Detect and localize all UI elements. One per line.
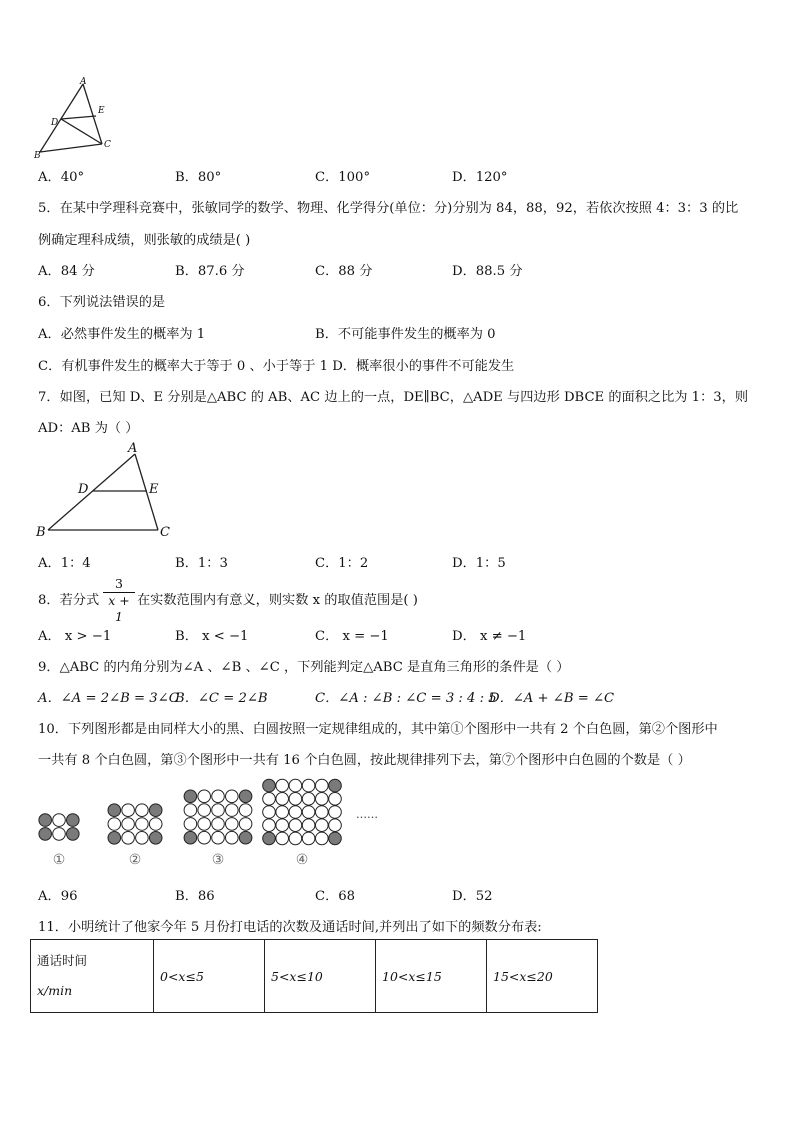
q8-stem-suffix: 在实数范围内有意义，则实数 x 的取值范围是( ) — [137, 593, 418, 608]
q4-label-d: D — [51, 118, 59, 128]
q11-stem: 11．小明统计了他家今年 5 月份打电话的次数及通话时间,并列出了如下的频数分布表: — [38, 920, 542, 935]
q4-label-c: C — [104, 140, 111, 150]
white-circle — [302, 806, 315, 819]
table-header-label: 通话时间 — [37, 953, 88, 968]
white-circle — [149, 818, 162, 831]
q10-pattern-4 — [263, 779, 342, 844]
white-circle — [276, 832, 289, 845]
white-circle — [316, 806, 329, 819]
q7-label-d: D — [78, 482, 89, 497]
q6-option-a: A．必然事件发生的概率为 1 — [38, 327, 206, 342]
q8-option-b: B． x < −1 — [175, 629, 249, 644]
black-circle — [329, 832, 342, 845]
q6-option-b: B．不可能事件发生的概率为 0 — [315, 327, 496, 342]
q10-ellipsis: …… — [356, 808, 378, 821]
q10-option-c: C．68 — [315, 889, 356, 904]
white-circle — [136, 818, 149, 831]
white-circle — [316, 793, 329, 806]
white-circle — [226, 831, 239, 844]
white-circle — [289, 806, 302, 819]
q10-option-b: B．86 — [175, 889, 215, 904]
q7-option-c: C．1：2 — [315, 556, 369, 571]
table-header-unit: x/min — [37, 983, 73, 998]
q8-fraction-denominator: x + 1 — [108, 593, 130, 624]
white-circle — [226, 818, 239, 831]
white-circle — [212, 804, 225, 817]
white-circle — [316, 779, 329, 792]
white-circle — [122, 832, 135, 845]
white-circle — [239, 804, 252, 817]
q7-option-d: D．1：5 — [452, 556, 506, 571]
white-circle — [329, 806, 342, 819]
q4-label-a: A — [80, 77, 87, 87]
q10-pattern-3 — [184, 790, 252, 844]
black-circle — [108, 804, 121, 817]
white-circle — [276, 806, 289, 819]
white-circle — [184, 804, 197, 817]
q7-label-b: B — [36, 525, 46, 540]
table-row — [31, 940, 598, 1013]
white-circle — [212, 831, 225, 844]
black-circle — [239, 790, 252, 803]
q4-option-d: D．120° — [452, 170, 508, 185]
q9-option-b: B．∠C = 2∠B — [175, 691, 268, 706]
white-circle — [263, 819, 276, 832]
q5-option-d: D．88.5 分 — [452, 264, 523, 279]
q10-label-3: ③ — [211, 852, 225, 868]
q7-stem-line2: AD：AB 为（ ） — [38, 421, 139, 436]
white-circle — [276, 793, 289, 806]
black-circle — [149, 804, 162, 817]
black-circle — [67, 828, 80, 841]
white-circle — [226, 790, 239, 803]
q8-fraction-numerator: 3 — [103, 576, 135, 593]
white-circle — [302, 793, 315, 806]
black-circle — [184, 790, 197, 803]
q10-option-a: A．96 — [38, 889, 78, 904]
q6-stem: 6．下列说法错误的是 — [38, 295, 166, 310]
white-circle — [212, 818, 225, 831]
q10-label-4: ④ — [295, 852, 309, 868]
q7-label-e: E — [149, 482, 159, 497]
q10-pattern-2 — [108, 804, 162, 844]
q10-pattern-1 — [39, 814, 79, 840]
q10-label-1: ① — [52, 852, 66, 868]
q4-segment-de — [61, 116, 96, 119]
white-circle — [212, 790, 225, 803]
black-circle — [239, 831, 252, 844]
q8-option-a: A． x > −1 — [38, 629, 112, 644]
white-circle — [302, 832, 315, 845]
black-circle — [263, 779, 276, 792]
white-circle — [276, 819, 289, 832]
white-circle — [289, 832, 302, 845]
q4-option-a: A．40° — [38, 170, 85, 185]
q4-option-b: B．80° — [175, 170, 222, 185]
white-circle — [329, 793, 342, 806]
white-circle — [198, 818, 211, 831]
q8-fraction — [103, 576, 135, 625]
white-circle — [263, 793, 276, 806]
white-circle — [198, 831, 211, 844]
white-circle — [289, 793, 302, 806]
black-circle — [67, 814, 80, 827]
q10-circle-patterns — [30, 772, 400, 872]
q8-option-c: C． x = −1 — [315, 629, 389, 644]
q5-stem-line1: 5．在某中学理科竞赛中，张敏同学的数学、物理、化学得分(单位：分)分别为 84，88，92，若依次按照 4：3：3 的比 — [38, 201, 739, 216]
white-circle — [289, 819, 302, 832]
q7-option-b: B．1：3 — [175, 556, 228, 571]
q4-label-b: B — [34, 151, 41, 160]
white-circle — [316, 832, 329, 845]
white-circle — [108, 818, 121, 831]
white-circle — [302, 819, 315, 832]
white-circle — [53, 814, 66, 827]
q11-frequency-table — [30, 939, 598, 1013]
black-circle — [39, 828, 52, 841]
white-circle — [239, 818, 252, 831]
white-circle — [122, 804, 135, 817]
white-circle — [136, 804, 149, 817]
white-circle — [316, 819, 329, 832]
q10-stem-line1: 10．下列图形都是由同样大小的黑、白圆按照一定规律组成的，其中第①个图形中一共有 2 个白色圆，第②个图形中 — [38, 722, 718, 737]
q7-triangle-figure — [34, 440, 184, 544]
white-circle — [226, 804, 239, 817]
white-circle — [198, 804, 211, 817]
q10-label-2: ② — [128, 852, 142, 868]
q4-side-bc — [40, 144, 102, 152]
q4-label-e: E — [98, 106, 105, 116]
q9-stem: 9．△ABC 的内角分别为∠A 、∠B 、∠C ，下列能判定△ABC 是直角三角形的条件是（ ） — [38, 660, 570, 675]
table-cell: 0<x≤5 — [154, 940, 265, 1013]
q7-stem-line1: 7．如图，已知 D、E 分别是△ABC 的 AB、AC 边上的一点，DE∥BC，△ADE 与四边形 DBCE 的面积之比为 1：3，则 — [38, 390, 749, 405]
q7-label-a: A — [128, 441, 138, 456]
white-circle — [184, 818, 197, 831]
black-circle — [329, 779, 342, 792]
black-circle — [263, 832, 276, 845]
table-cell: 5<x≤10 — [265, 940, 376, 1013]
black-circle — [108, 832, 121, 845]
q10-option-d: D．52 — [452, 889, 493, 904]
q9-option-c: C．∠A : ∠B : ∠C = 3 : 4 : 5 — [315, 691, 497, 706]
white-circle — [198, 790, 211, 803]
white-circle — [302, 779, 315, 792]
q10-stem-line2: 一共有 8 个白色圆，第③个图形中一共有 16 个白色圆，按此规律排列下去，第⑦个图形中白色圆的个数是（ ） — [38, 753, 691, 768]
q9-option-d: D．∠A + ∠B = ∠C — [489, 691, 615, 706]
white-circle — [53, 828, 66, 841]
q4-triangle-figure — [32, 76, 122, 160]
q9-option-a: A．∠A = 2∠B = 3∠C — [38, 691, 179, 706]
q5-option-c: C．88 分 — [315, 264, 373, 279]
q4-option-c: C．100° — [315, 170, 371, 185]
q8-option-d: D． x ≠ −1 — [452, 629, 527, 644]
white-circle — [329, 819, 342, 832]
q5-option-b: B．87.6 分 — [175, 264, 245, 279]
q7-option-a: A．1：4 — [38, 556, 91, 571]
white-circle — [122, 818, 135, 831]
table-cell: 15<x≤20 — [487, 940, 598, 1013]
black-circle — [149, 832, 162, 845]
table-header-cell — [31, 940, 154, 1013]
table-cell: 10<x≤15 — [376, 940, 487, 1013]
q7-label-c: C — [160, 525, 170, 540]
black-circle — [184, 831, 197, 844]
q7-side-ab — [48, 454, 135, 530]
q6-option-cd: C．有机事件发生的概率大于等于 0 、小于等于 1 D．概率很小的事件不可能发生 — [38, 359, 515, 374]
black-circle — [39, 814, 52, 827]
q8-stem-prefix: 8．若分式 — [38, 593, 100, 608]
white-circle — [289, 779, 302, 792]
white-circle — [276, 779, 289, 792]
q5-option-a: A．84 分 — [38, 264, 95, 279]
white-circle — [136, 832, 149, 845]
white-circle — [263, 806, 276, 819]
q5-stem-line2: 例确定理科成绩，则张敏的成绩是( ) — [38, 233, 251, 248]
